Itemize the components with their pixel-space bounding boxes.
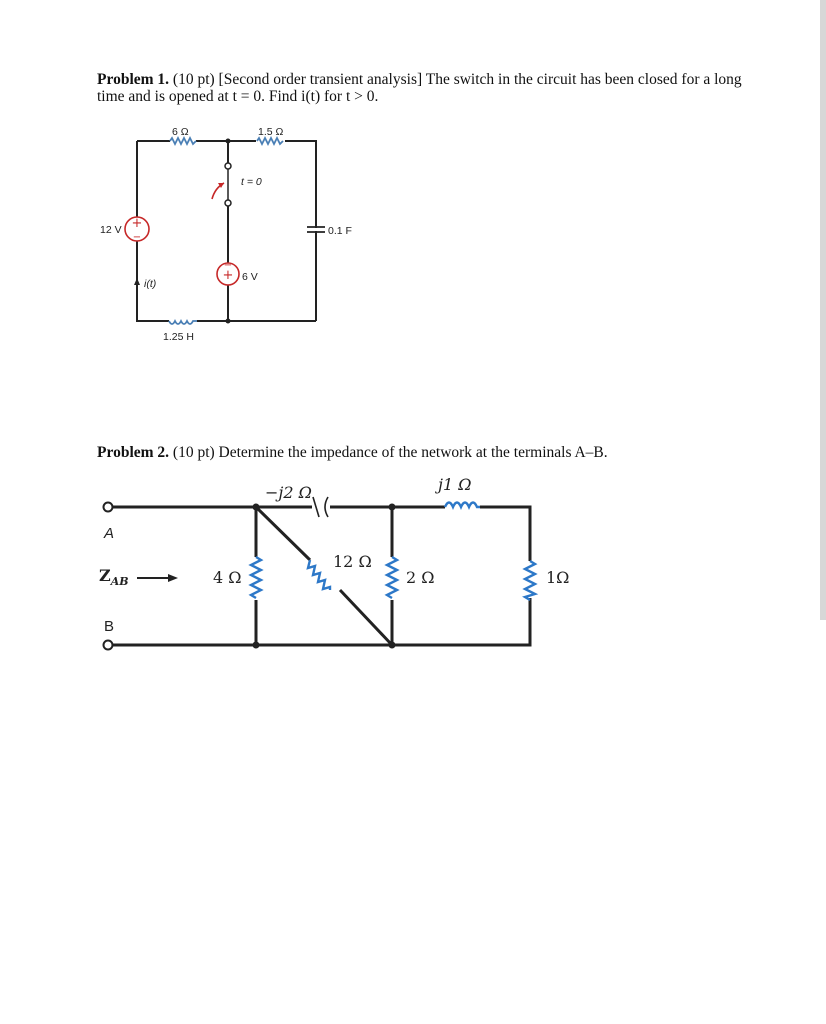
capacitor-label: −j2 Ω <box>265 483 312 502</box>
r2-label: 2 Ω <box>406 568 435 587</box>
source1-label: 12 V <box>100 224 122 236</box>
problem-1-body: (10 pt) [Second order transient analysis] The switch in the circuit has been closed for a long time and is opened at t = 0. Find i(t) for t > 0. <box>97 71 742 105</box>
inductor-label: j1 Ω <box>438 475 472 494</box>
r12-label: 12 Ω <box>333 552 372 571</box>
r2-label: 1.5 Ω <box>258 126 284 138</box>
source1-plus: + <box>131 216 143 231</box>
terminal-a <box>104 503 113 512</box>
source2-minus: − <box>223 260 233 271</box>
source2-plus: + <box>222 268 234 283</box>
capacitor-label: 0.1 F <box>328 225 352 237</box>
inductor-label: 1.25 H <box>163 331 194 343</box>
r1-label: 6 Ω <box>172 126 189 138</box>
resistor-12-ohm <box>308 560 330 590</box>
resistor-4-ohm <box>251 557 261 598</box>
problem-1-heading: Problem 1. <box>97 71 170 88</box>
current-label: i(t) <box>144 278 157 290</box>
r1-label: 1Ω <box>546 568 570 587</box>
source2-label: 6 V <box>242 271 258 283</box>
capacitor-j2 <box>313 497 328 517</box>
problem-2-body: (10 pt) Determine the impedance of the network at the terminals A–B. <box>169 444 608 461</box>
problem-2-heading: Problem 2. <box>97 444 170 461</box>
resistor-1-ohm <box>525 561 535 600</box>
inductor-j1 <box>445 503 480 508</box>
zab-sub: AB <box>110 575 129 588</box>
source1-minus: − <box>132 232 142 243</box>
terminal-a-label: A <box>104 525 115 542</box>
switch-label: t = 0 <box>241 176 262 188</box>
terminal-b <box>104 641 113 650</box>
zab-label <box>99 566 129 588</box>
zab-main: Z <box>99 566 111 585</box>
resistor-2-ohm <box>387 557 397 598</box>
terminal-b-label: B <box>104 618 115 635</box>
r4-label: 4 Ω <box>213 568 242 587</box>
